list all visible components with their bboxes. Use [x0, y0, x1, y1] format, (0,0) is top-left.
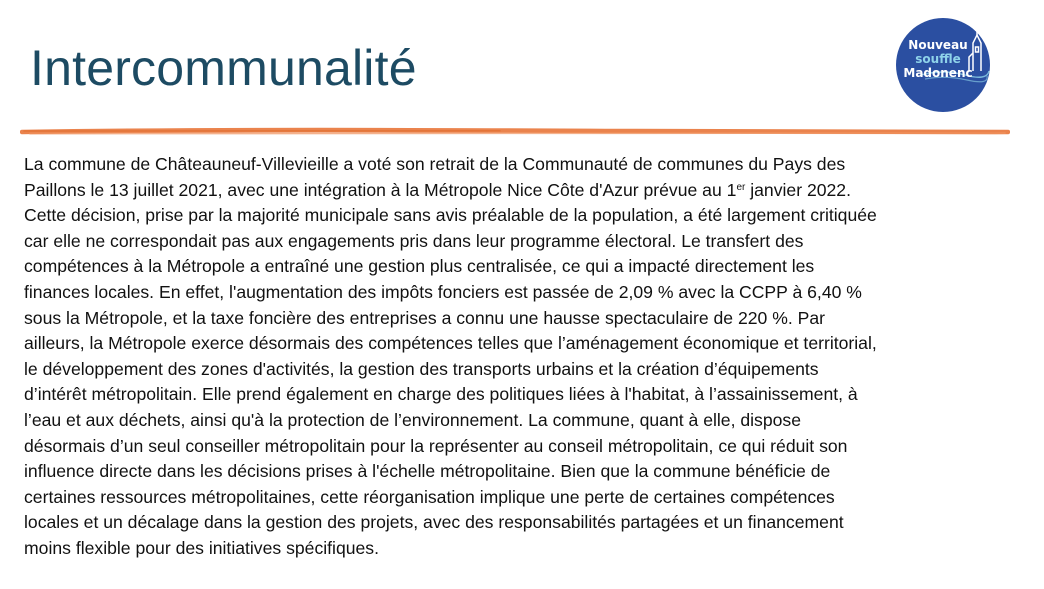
body-line: ailleurs, la Métropole exerce désormais des compétences telles que l’aménagement économique et territorial, — [24, 333, 877, 354]
body-line: compétences à la Métropole a entraîné une gestion plus centralisée, ce qui a impacté directement les — [24, 256, 815, 277]
body-line-part: Paillons le 13 juillet 2021, avec une intégration à la Métropole Nice Côte d'Azur prévue au 1 — [24, 179, 737, 200]
logo-line-2: souffle — [915, 52, 961, 66]
body-line: d’intérêt métropolitain. Elle prend également en charge des politiques liées à l'habitat, à l’assainissement, à — [24, 384, 858, 405]
body-line — [24, 178, 1024, 204]
body-line: locales et un décalage dans la gestion des projets, avec des responsabilités partagées et un financement — [24, 512, 844, 533]
nouveau-souffle-madonenc-logo — [891, 13, 995, 117]
body-line: certaines ressources métropolitaines, cette réorganisation implique une perte de certaines compétences — [24, 486, 835, 507]
body-paragraph — [24, 152, 1024, 562]
logo-wordmark — [891, 38, 979, 80]
body-line: La commune de Châteauneuf-Villevieille a voté son retrait de la Communauté de communes du Pays des — [24, 154, 846, 174]
body-line: l’eau et aux déchets, ainsi qu'à la protection de l’environnement. La commune, quant à elle, dispose — [24, 409, 801, 430]
body-line: sous la Métropole, et la taxe foncière des entreprises a connu une hausse spectaculaire de 220 %. Par — [24, 307, 825, 328]
body-line: influence directe dans les décisions prises à l'échelle métropolitaine. Bien que la commune bénéficie de — [24, 461, 831, 482]
body-line: le développement des zones d'activités, la gestion des transports urbains et la création d’équipements — [24, 358, 819, 379]
body-line: désormais d’un seul conseiller métropolitain pour la représenter au conseil métropolitain, ce qui réduit son — [24, 435, 848, 456]
logo-line-1: Nouveau — [908, 38, 968, 52]
body-line: moins flexible pour des initiatives spécifiques. — [24, 537, 379, 558]
body-line: finances locales. En effet, l'augmentation des impôts fonciers est passée de 2,09 % avec la CCPP à 6,40 % — [24, 281, 862, 302]
slide-title: Intercommunalité — [30, 40, 417, 96]
ordinal-superscript: er — [736, 181, 746, 193]
body-line: car elle ne correspondait pas aux engagements pris dans leur programme électoral. Le transfert des — [24, 230, 804, 251]
body-line: Cette décision, prise par la majorité municipale sans avis préalable de la population, a été largement critiquée — [24, 205, 877, 226]
logo-line-3: Madonenc — [903, 66, 973, 80]
body-line-part: janvier 2022. — [745, 179, 851, 200]
brush-stroke-divider — [20, 124, 1010, 140]
